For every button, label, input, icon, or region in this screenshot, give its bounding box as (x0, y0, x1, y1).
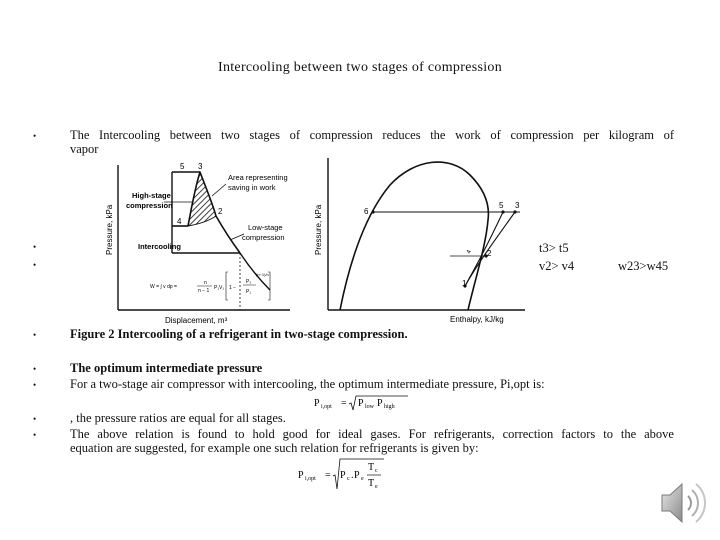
bullet: • (33, 430, 37, 440)
left-area-label-1: Area representing (228, 173, 288, 182)
eq2-pe-sub: e (361, 476, 364, 482)
left-formula-ratio-bot: P₁ (246, 289, 252, 295)
right-point-5: 5 (499, 201, 504, 210)
left-formula-pv: P₁V₁ (214, 285, 225, 291)
eq2-lhs-sub: i,opt (305, 476, 316, 482)
bullet: • (33, 380, 37, 390)
right-ylabel: Pressure, kPa (314, 204, 323, 255)
left-low-stage-1: Low-stage (248, 223, 283, 232)
eq2-te: T (368, 478, 375, 489)
eq2-lhs: P (298, 470, 304, 481)
eq1-equals: = (341, 398, 347, 409)
relation-t: t3> t5 (539, 241, 569, 255)
eq2-pc: P (340, 470, 346, 481)
eq2-te-sub: e (375, 484, 378, 490)
bullet: • (33, 414, 37, 424)
bullet: • (33, 242, 37, 252)
right-xlabel: Enthalpy, kJ/kg (450, 315, 504, 324)
relation-paragraph (70, 427, 674, 455)
eq1-p-high: P (377, 398, 383, 409)
left-formula-frac-bot: n − 1 (198, 288, 210, 294)
bullet: • (33, 260, 37, 270)
relation-line-1: The above relation is found to hold good for ideal gases. For refrigerants, correction factors to the above (70, 427, 674, 441)
relation-v: v2> v4 (539, 259, 575, 273)
right-point-3: 3 (515, 201, 520, 210)
relation-w: w23>w45 (618, 259, 669, 273)
left-formula-exp: (n−1)/n (256, 272, 269, 277)
left-low-stage-2: compression (242, 233, 285, 242)
right-point-6: 6 (364, 207, 369, 216)
eq1-p-high-sub: high (384, 404, 395, 410)
eq1-p-low: P (358, 398, 364, 409)
left-formula-frac-top: n (204, 280, 207, 286)
eq2-pe: P (354, 470, 360, 481)
left-area-label-2: saving in work (228, 183, 276, 192)
intro-line-2: vapor (70, 142, 99, 156)
figure-caption: Figure 2 Intercooling of a refrigerant in two-stage compression. (70, 327, 408, 341)
left-formula-one: 1 − (229, 285, 237, 291)
relation-line-2: equation are suggested, for example one such relation for refrigerants is given by: (70, 441, 479, 455)
left-point-3: 3 (198, 162, 203, 171)
left-formula-lhs: W = ∫ v dp = (150, 284, 177, 290)
page-title: Intercooling between two stages of compression (217, 60, 502, 75)
left-point-5: 5 (180, 162, 185, 171)
left-xlabel: Displacement, m³ (165, 316, 228, 325)
left-high-stage-2: compression (126, 201, 173, 210)
left-high-stage-1: High-stage (132, 191, 171, 200)
speaker-icon[interactable] (656, 478, 716, 528)
pressure-ratio-text: , the pressure ratios are equal for all stages. (70, 411, 286, 425)
left-ylabel: Pressure, kPa (105, 204, 114, 255)
eq2-equals: = (325, 470, 331, 481)
intro-line-1: The Intercooling between two stages of compression reduces the work of compression per kilogram of (70, 128, 674, 142)
left-formula-ratio-top: P₂ (246, 279, 252, 285)
equation-optimum-pressure (312, 393, 412, 413)
figure-right-ph-diagram (310, 150, 530, 325)
optimum-text: For a two-stage air compressor with intercooling, the optimum intermediate pressure, Pi,opt is: (70, 377, 545, 391)
eq1-lhs: P (314, 398, 320, 409)
equation-refrigerant-pressure (296, 456, 396, 492)
right-point-2: 2 (487, 249, 492, 258)
bullet: • (33, 364, 37, 374)
right-point-4: 4 (466, 249, 474, 255)
left-intercooling: Intercooling (138, 242, 181, 251)
right-point-1: 1 (462, 279, 467, 288)
left-point-2: 2 (218, 207, 223, 216)
eq2-pc-sub: c (347, 476, 350, 482)
optimum-heading: The optimum intermediate pressure (70, 361, 263, 375)
eq2-tc: T (368, 462, 375, 473)
eq1-lhs-sub: i,opt (321, 404, 332, 410)
bullet: • (33, 330, 37, 340)
eq1-p-low-sub: low (365, 404, 374, 410)
left-point-4: 4 (177, 217, 182, 226)
bullet: • (33, 131, 37, 141)
eq2-tc-sub: c (375, 468, 378, 474)
figure-left-pv-diagram (100, 150, 300, 325)
eq2-dot: . (351, 470, 354, 481)
